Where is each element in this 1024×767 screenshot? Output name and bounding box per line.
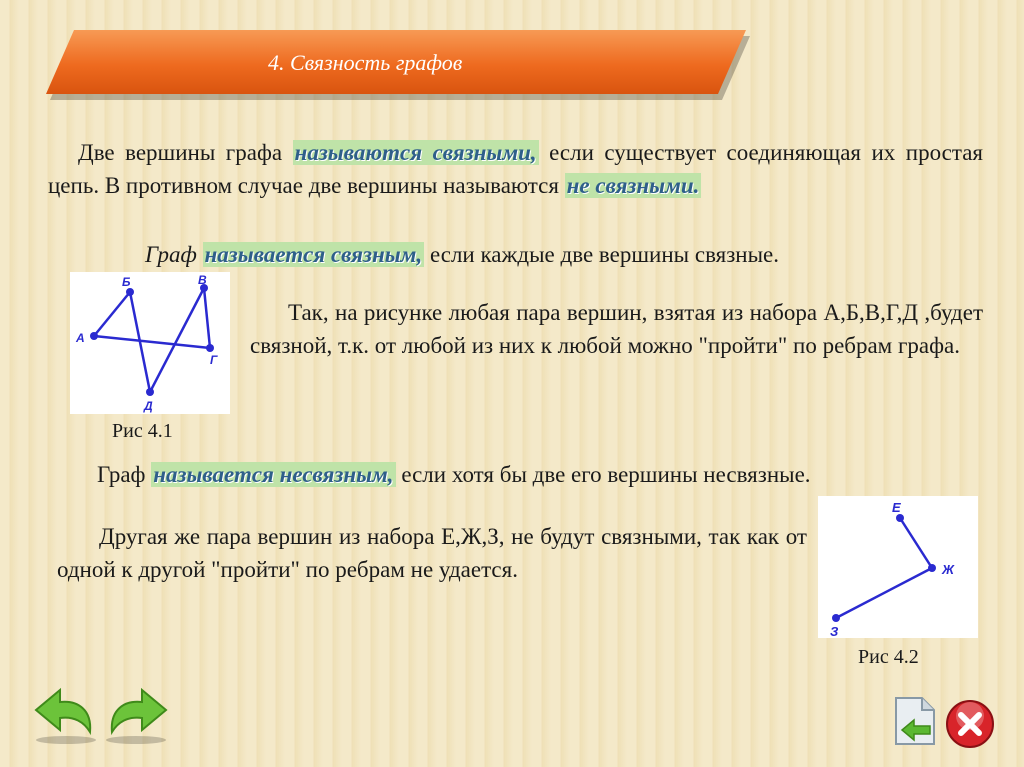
vertex-z — [832, 614, 840, 622]
vertex-e — [896, 514, 904, 522]
graph-figure-2 — [818, 496, 978, 638]
label-v: В — [198, 273, 207, 287]
text: Другая же пара вершин из набора Е,Ж,З, не будут связными, так как от одной к другой "пройти" по ребрам не удается. — [57, 524, 807, 582]
term-highlight: называются связными, — [294, 140, 537, 165]
label-zh: Ж — [942, 562, 955, 577]
vertex-d — [146, 388, 154, 396]
close-icon — [944, 698, 996, 750]
term-highlight: не связными. — [566, 173, 700, 198]
edge-v-g — [204, 288, 210, 348]
return-document-button[interactable] — [890, 694, 940, 748]
text: если существует соединяющая их простая цепь. В противном случае две вершины называются — [48, 140, 983, 198]
edge-zh-z — [836, 568, 932, 618]
edge-a-g — [94, 336, 210, 348]
definition-connected-vertices — [48, 136, 983, 202]
label-e: Е — [892, 500, 901, 515]
figure-2-caption: Рис 4.2 — [858, 646, 919, 668]
back-arrow-icon — [30, 680, 102, 746]
edge-e-zh — [900, 518, 932, 568]
vertex-zh — [928, 564, 936, 572]
edge-a-b — [94, 292, 130, 336]
label-b: Б — [122, 275, 131, 289]
definition-disconnected-graph — [97, 458, 977, 491]
text: если каждые две вершины связные. — [424, 242, 780, 267]
document-return-icon — [890, 694, 940, 748]
back-button[interactable] — [30, 680, 102, 746]
text: Граф — [145, 242, 203, 267]
label-d: Д — [144, 399, 153, 413]
label-a: А — [76, 331, 85, 345]
definition-connected-graph — [145, 238, 945, 271]
text: если хотя бы две его вершины несвязные. — [395, 462, 811, 487]
vertex-g — [206, 344, 214, 352]
figure-1-caption: Рис 4.1 — [112, 420, 173, 442]
term-highlight: называется связным, — [204, 242, 423, 267]
text: Две вершины графа — [78, 140, 293, 165]
term-highlight: называется несвязным, — [153, 462, 394, 487]
forward-button[interactable] — [100, 680, 172, 746]
text: Так, на рисунке любая пара вершин, взятая из набора А,Б,В,Г,Д ,будет связной, т.к. от любой из них к любой можно "пройти" по ребрам графа. — [250, 300, 983, 358]
forward-arrow-icon — [100, 680, 172, 746]
edge-d-v — [150, 288, 204, 392]
label-z: З — [830, 624, 839, 638]
slide-title: 4. Связность графов — [268, 50, 463, 75]
close-button[interactable] — [944, 698, 996, 750]
label-g: Г — [210, 353, 218, 367]
explanation-disconnected — [57, 520, 807, 586]
graph-figure-1 — [70, 272, 230, 414]
vertex-b — [126, 288, 134, 296]
explanation-connected — [250, 296, 983, 362]
text: Граф — [97, 462, 152, 487]
vertex-a — [90, 332, 98, 340]
